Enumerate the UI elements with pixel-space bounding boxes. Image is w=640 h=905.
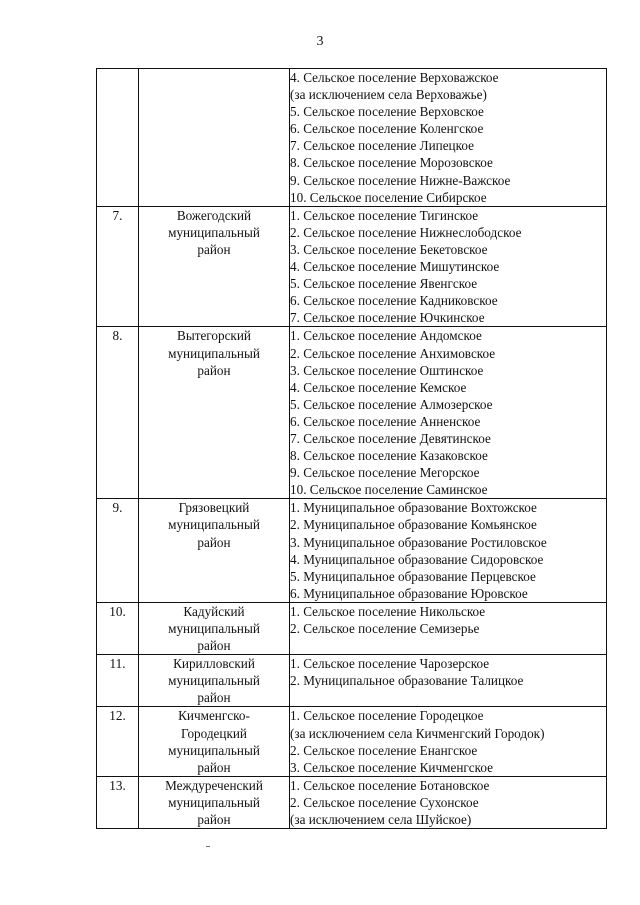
district-name-line: Кадуйский: [183, 603, 245, 619]
district-name-line: Городецкий: [180, 725, 247, 741]
municipal-districts-table: [96, 68, 607, 829]
district-name-line: район: [197, 534, 231, 550]
district-name-line: район: [197, 241, 231, 257]
district-name-cell: [139, 707, 290, 776]
settlement-item: 3. Сельское поселение Бекетовское: [290, 241, 488, 257]
settlement-item: 6. Сельское поселение Коленгское: [290, 121, 484, 137]
district-name-cell: [139, 602, 290, 654]
district-name-line: район: [197, 759, 231, 775]
settlement-item: 3. Муниципальное образование Ростиловское: [290, 534, 547, 550]
settlement-item: 4. Муниципальное образование Сидоровское: [290, 551, 544, 567]
settlements-cell: [290, 499, 607, 603]
row-number: 13.: [97, 776, 139, 828]
settlement-item: 4. Сельское поселение Кемское: [290, 379, 467, 395]
settlement-item: 8. Сельское поселение Морозовское: [290, 155, 493, 171]
row-number: 7.: [97, 206, 139, 327]
district-name-line: Вожегодский: [176, 207, 252, 223]
district-name-line: муниципальный: [168, 621, 260, 636]
settlement-item: 4. Сельское поселение Мишутинское: [290, 259, 500, 275]
page-number: 3: [316, 34, 324, 49]
district-name-line: район: [197, 362, 231, 378]
district-name-line: Междуреченский: [165, 777, 263, 793]
settlement-item: 2. Сельское поселение Сухонское: [290, 794, 479, 810]
district-name-cell: [139, 499, 290, 603]
settlement-item: 2. Сельское поселение Семизерье: [290, 621, 480, 636]
settlement-item: 7. Сельское поселение Девятинское: [290, 430, 491, 446]
settlement-item: 1. Сельское поселение Тигинское: [290, 207, 479, 223]
district-name-line: муниципальный: [168, 517, 260, 533]
settlement-item: 3. Сельское поселение Оштинское: [290, 362, 484, 378]
district-name-line: муниципальный: [168, 345, 260, 361]
district-name-line: район: [197, 638, 231, 654]
settlement-item: 9. Сельское поселение Мегорское: [290, 465, 480, 481]
settlement-item: 8. Сельское поселение Казаковское: [290, 448, 488, 464]
table-row: [97, 206, 607, 327]
district-name-line: муниципальный: [168, 673, 260, 689]
settlement-item: 10. Сельское поселение Саминское: [290, 482, 488, 498]
row-number: 10.: [97, 602, 139, 654]
settlement-item: (за исключением села Шуйское): [290, 812, 472, 828]
table-row: [97, 707, 607, 776]
settlement-item: 2. Муниципальное образование Комьянское: [290, 517, 537, 533]
settlement-item: 1. Сельское поселение Городецкое: [290, 708, 484, 724]
district-name-cell: [139, 69, 290, 207]
district-name-line: Грязовецкий: [178, 500, 250, 516]
settlement-item: (за исключением села Кичменгский Городок): [290, 725, 545, 741]
settlements-cell: [290, 206, 607, 327]
district-name-line: Вытегорский: [177, 328, 251, 344]
settlements-cell: [290, 602, 607, 654]
settlement-item: 2. Муниципальное образование Талицкое: [290, 673, 524, 689]
settlement-item: 9. Сельское поселение Нижне-Важское: [290, 172, 511, 188]
settlement-item: 10. Сельское поселение Сибирское: [290, 189, 487, 205]
table-row: [97, 327, 607, 499]
district-name-cell: [139, 206, 290, 327]
settlement-item: 1. Сельское поселение Ботановское: [290, 777, 490, 793]
settlement-item: 1. Сельское поселение Андомское: [290, 328, 482, 344]
settlement-item: 2. Сельское поселение Енангское: [290, 742, 478, 758]
settlements-cell: [290, 655, 607, 707]
district-name-line: район: [197, 812, 231, 828]
settlements-cell: [290, 707, 607, 776]
table-row: [97, 602, 607, 654]
table-row: [97, 499, 607, 603]
district-name-line: район: [197, 690, 231, 706]
settlement-item: 5. Сельское поселение Верховское: [290, 104, 484, 120]
settlement-item: 2. Сельское поселение Анхимовское: [290, 345, 496, 361]
settlement-item: 6. Сельское поселение Кадниковское: [290, 293, 498, 309]
district-name-line: муниципальный: [168, 224, 260, 240]
district-name-line: Кирилловский: [173, 656, 255, 672]
settlement-item: 1. Муниципальное образование Вохтожское: [290, 500, 537, 516]
district-name-cell: [139, 655, 290, 707]
settlement-item: 1. Сельское поселение Чарозерское: [290, 656, 490, 672]
table-body: [97, 69, 607, 829]
settlement-item: 7. Сельское поселение Липецкое: [290, 138, 474, 154]
settlements-cell: [290, 327, 607, 499]
row-number: [97, 69, 139, 207]
district-name-cell: [139, 776, 290, 828]
settlement-item: 4. Сельское поселение Верховажское: [290, 70, 499, 85]
row-number: 11.: [97, 655, 139, 707]
row-number: 12.: [97, 707, 139, 776]
settlement-item: 5. Сельское поселение Явенгское: [290, 276, 478, 292]
district-name-line: Кичменгско-: [178, 708, 250, 724]
settlement-item: (за исключением села Верховажье): [290, 87, 487, 103]
settlement-item: 2. Сельское поселение Нижнеслободское: [290, 224, 522, 240]
district-name-line: муниципальный: [168, 794, 260, 810]
scan-mark: [206, 846, 210, 847]
settlement-item: 6. Муниципальное образование Юровское: [290, 585, 528, 601]
row-number: 9.: [97, 499, 139, 603]
settlements-cell: [290, 69, 607, 207]
district-name-line: муниципальный: [168, 742, 260, 758]
settlement-item: 6. Сельское поселение Анненское: [290, 413, 481, 429]
table-row: [97, 655, 607, 707]
table-row: [97, 776, 607, 828]
settlement-item: 1. Сельское поселение Никольское: [290, 603, 486, 619]
table-row: [97, 69, 607, 207]
district-name-cell: [139, 327, 290, 499]
settlement-item: 5. Сельское поселение Алмозерское: [290, 396, 493, 412]
row-number: 8.: [97, 327, 139, 499]
settlements-cell: [290, 776, 607, 828]
settlement-item: 5. Муниципальное образование Перцевское: [290, 568, 536, 584]
settlement-item: 7. Сельское поселение Ючкинское: [290, 310, 485, 326]
settlement-item: 3. Сельское поселение Кичменгское: [290, 759, 493, 775]
